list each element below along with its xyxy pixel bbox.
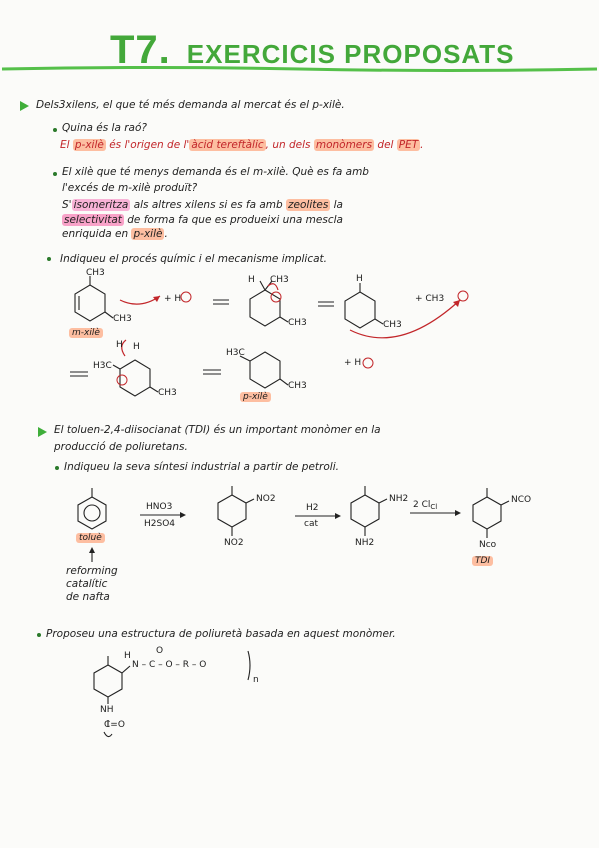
reagent-h2: H2 — [306, 503, 319, 513]
h-label: H — [356, 274, 363, 284]
h-plus-label: + H — [344, 358, 362, 368]
no2-label: NO2 — [224, 538, 244, 548]
section1-q2-line1: El xilè que té menys demanda és el m-xilè. Què es fa amb — [62, 166, 369, 178]
ch3-label: CH3 — [86, 268, 105, 278]
reforming-line3: de nafta — [66, 591, 110, 603]
section1-a1: El p-xilè és l'origen de l' àcid tereftàlic , un dels monòmers del PET . — [60, 139, 424, 151]
ch3-label: CH3 — [383, 320, 402, 330]
p-xylene-label: p-xilè — [240, 392, 271, 402]
m-xylene-label: m-xilè — [69, 328, 103, 338]
title-text: EXERCICIS PROPOSATS — [186, 39, 515, 69]
ch3-label: CH3 — [288, 381, 307, 391]
reagent-h2so4: H2SO4 — [144, 519, 176, 529]
polymer-co: C=O — [104, 720, 125, 730]
section1-a2-line3: enriquida en p-xilè . — [62, 228, 168, 240]
h-label: H — [133, 342, 140, 352]
section1-intro: Dels3xilens, el que té més demanda al mercat és el p-xilè. — [36, 99, 345, 111]
nco-label: Nco — [479, 540, 497, 550]
reagent-phosgene: 2 $Cl_{Cl}$ — [413, 500, 438, 511]
section1-q3: Indiqueu el procés químic i el mecanisme implicat. — [60, 253, 328, 265]
toluene-label: toluè — [76, 533, 105, 543]
section2-intro-line2: producció de poliuretans. — [54, 441, 188, 453]
section1-q2-line2: l'excés de m-xilè produït? — [62, 182, 198, 194]
reforming-line2: catalític — [66, 578, 108, 590]
ch3-label: CH3 — [270, 275, 289, 285]
reagent-cat: cat — [304, 519, 318, 529]
ch3-label: CH3 — [158, 388, 177, 398]
bullet-dot — [37, 633, 41, 637]
h-label: H — [116, 340, 123, 350]
reforming-line1: reforming — [66, 565, 118, 577]
nh2-label: NH2 — [389, 494, 409, 504]
nco-label: NCO — [511, 495, 532, 505]
h-label: H — [248, 275, 255, 285]
h3c-label: H3C — [226, 348, 245, 358]
polymer-o: O — [156, 646, 164, 656]
polymer-h: H — [124, 651, 131, 661]
ch3-plus-label: + CH3 — [415, 294, 445, 304]
tdi-label: TDI — [472, 556, 493, 566]
section1-a2-line2: selectivitat de forma fa que es produeixi una mescla — [64, 214, 343, 226]
section1-a2-line1: S' isomeritza als altres xilens si es fa amb zeolites la — [62, 199, 343, 211]
section2-intro-line1: El toluen-2,4-diisocianat (TDI) és un important monòmer en la — [54, 424, 381, 436]
polymer-chain: N – C – O – R – O — [132, 660, 207, 670]
section2-q1: Indiqueu la seva síntesi industrial a partir de petroli. — [64, 461, 339, 473]
section1-q1: Quina és la raó? — [62, 122, 147, 134]
ch3-label: CH3 — [288, 318, 307, 328]
section2-q2: Proposeu una estructura de poliuretà basada en aquest monòmer. — [46, 628, 396, 640]
reagent-hno3: HNO3 — [146, 502, 173, 512]
polymer-nh: NH — [100, 705, 114, 715]
ch3-label: CH3 — [113, 314, 132, 324]
h-plus-label: + H — [164, 294, 182, 304]
no2-label: NO2 — [256, 494, 276, 504]
h3c-label: H3C — [93, 361, 112, 371]
polymer-n: n — [253, 675, 259, 685]
title-number: T7. — [110, 28, 171, 72]
nh2-label: NH2 — [355, 538, 375, 548]
